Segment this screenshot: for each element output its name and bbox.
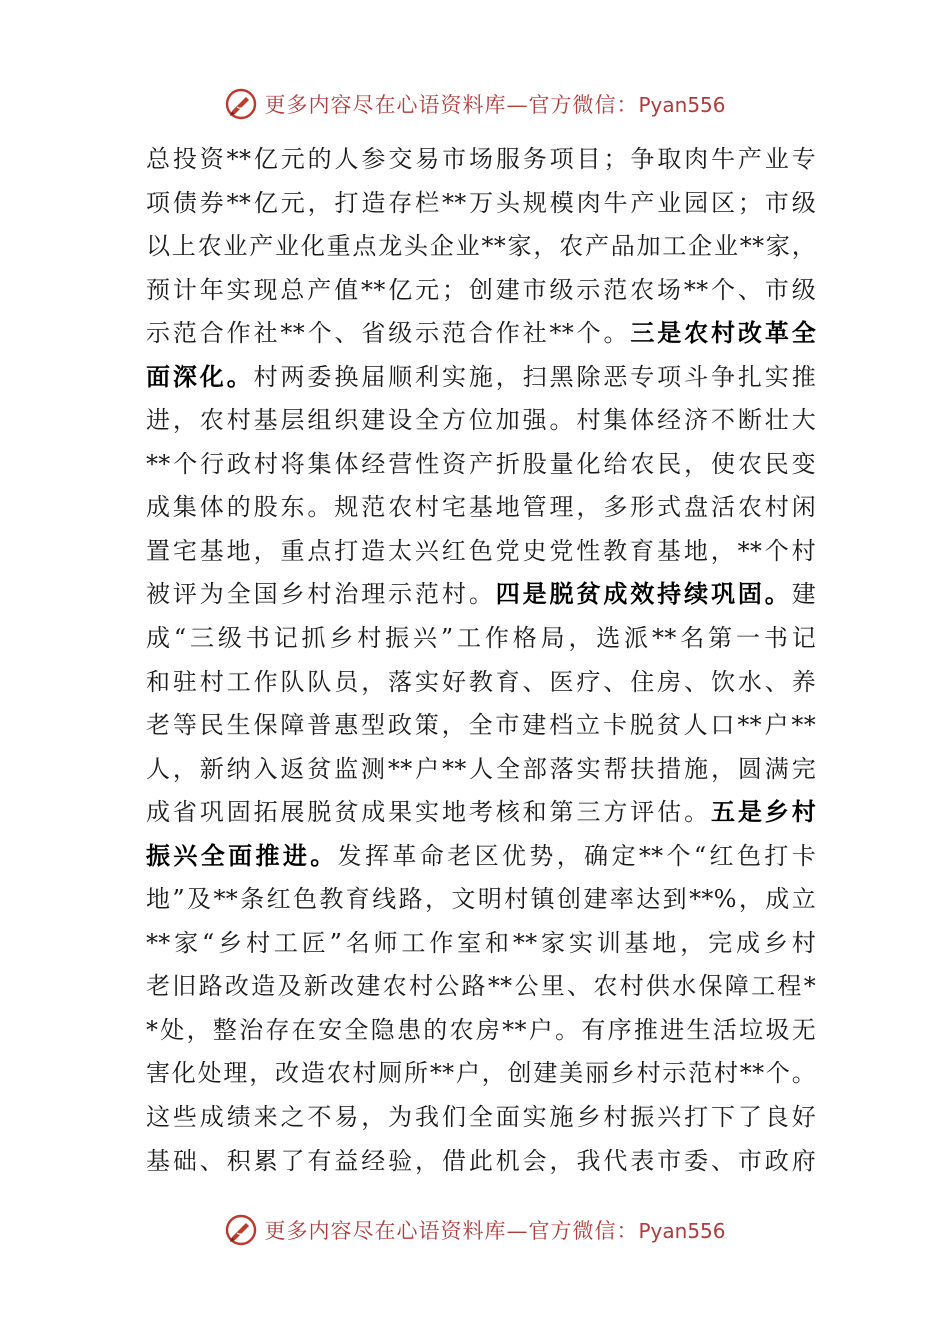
- text-segment: 和驻村工作队队员，落实好教育、医疗、住房、饮水、养: [146, 667, 816, 696]
- text-line: [146, 225, 816, 269]
- text-segment: 成“三级书记抓乡村振兴”工作格局，选派**名第一书记: [146, 624, 816, 653]
- text-line: [146, 312, 816, 356]
- text-segment: **家“乡村工匠”名师工作室和**家实训基地，完成乡村: [146, 928, 816, 957]
- bold-heading-segment: 五是乡村: [710, 798, 816, 827]
- text-line: [146, 138, 816, 182]
- text-segment: 项债券**亿元，打造存栏**万头规模肉牛产业园区；市级: [146, 188, 816, 217]
- pen-logo-icon: [224, 87, 258, 121]
- footer-banner: [0, 1210, 950, 1250]
- text-line: [146, 878, 816, 922]
- text-line: [146, 530, 816, 574]
- header-banner-text: 更多内容尽在心语资料库—官方微信：Pyan556: [264, 93, 726, 117]
- text-segment: 预计年实现总产值**亿元；创建市级示范农场**个、市级: [146, 275, 816, 304]
- text-line: [146, 617, 816, 661]
- text-line: [146, 182, 816, 226]
- text-line: [146, 965, 816, 1009]
- header-wechat-id: Pyan556: [638, 93, 726, 117]
- footer-wechat-id: Pyan556: [638, 1219, 726, 1243]
- text-segment: 成省巩固拓展脱贫成果实地考核和第三方评估。: [146, 798, 711, 827]
- text-line: [146, 835, 816, 879]
- text-segment: 这些成绩来之不易，为我们全面实施乡村振兴打下了良好: [146, 1103, 816, 1132]
- text-line: [146, 573, 816, 617]
- text-segment: 示范合作社**个、省级示范合作社**个。: [146, 319, 631, 348]
- text-line: [146, 791, 816, 835]
- text-segment: 老旧路改造及新改建农村公路**公里、农村供水保障工程*: [146, 972, 816, 1001]
- bold-heading-segment: 振兴全面推进。: [146, 841, 338, 870]
- text-segment: 成集体的股东。规范农村宅基地管理，多形式盘活农村闲: [146, 493, 816, 522]
- text-segment: 以上农业产业化重点龙头企业**家，农产品加工企业**家，: [146, 232, 816, 261]
- text-line: [146, 269, 816, 313]
- text-line: [146, 399, 816, 443]
- text-segment: 老等民生保障普惠型政策，全市建档立卡脱贫人口**户**: [146, 711, 816, 740]
- text-segment: **个行政村将集体经营性资产折股量化给农民，使农民变: [146, 449, 816, 478]
- footer-banner-text: 更多内容尽在心语资料库—官方微信：Pyan556: [264, 1219, 726, 1243]
- text-line: [146, 1009, 816, 1053]
- text-segment: 害化处理，改造农村厕所**户，创建美丽乡村示范村**个。: [146, 1059, 816, 1088]
- text-line: [146, 661, 816, 705]
- text-segment: 人，新纳入返贫监测**户**人全部落实帮扶措施，圆满完: [146, 754, 816, 783]
- text-segment: 建: [791, 580, 816, 609]
- text-line: [146, 486, 816, 530]
- text-line: [146, 1052, 816, 1096]
- text-line: [146, 1096, 816, 1140]
- text-line: [146, 443, 816, 487]
- text-line: [146, 356, 816, 400]
- text-segment: 发挥革命老区优势，确定**个“红色打卡: [337, 841, 817, 870]
- header-banner: [0, 84, 950, 124]
- text-line: [146, 704, 816, 748]
- text-line: [146, 922, 816, 966]
- text-line: [146, 748, 816, 792]
- text-segment: *处，整治存在安全隐患的农房**户。有序推进生活垃圾无: [146, 1015, 816, 1044]
- bold-heading-segment: 面深化。: [146, 362, 254, 391]
- text-segment: 总投资**亿元的人参交易市场服务项目；争取肉牛产业专: [146, 145, 816, 173]
- pen-logo-icon: [224, 1213, 258, 1247]
- body-paragraph: [146, 138, 816, 1183]
- text-line: [146, 1140, 816, 1184]
- text-segment: 置宅基地，重点打造太兴红色党史党性教育基地，**个村: [146, 536, 816, 565]
- text-segment: 被评为全国乡村治理示范村。: [146, 580, 496, 609]
- text-segment: 地”及**条红色教育线路，文明村镇创建率达到**%，成立: [146, 885, 816, 914]
- text-segment: 村两委换届顺利实施，扫黑除恶专项斗争扎实推: [253, 362, 816, 391]
- text-segment: 基础、积累了有益经验，借此机会，我代表市委、市政府: [146, 1146, 816, 1175]
- bold-heading-segment: 四是脱贫成效持续巩固。: [495, 580, 792, 609]
- text-segment: 进，农村基层组织建设全方位加强。村集体经济不断壮大: [146, 406, 816, 435]
- bold-heading-segment: 三是农村改革全: [630, 319, 816, 348]
